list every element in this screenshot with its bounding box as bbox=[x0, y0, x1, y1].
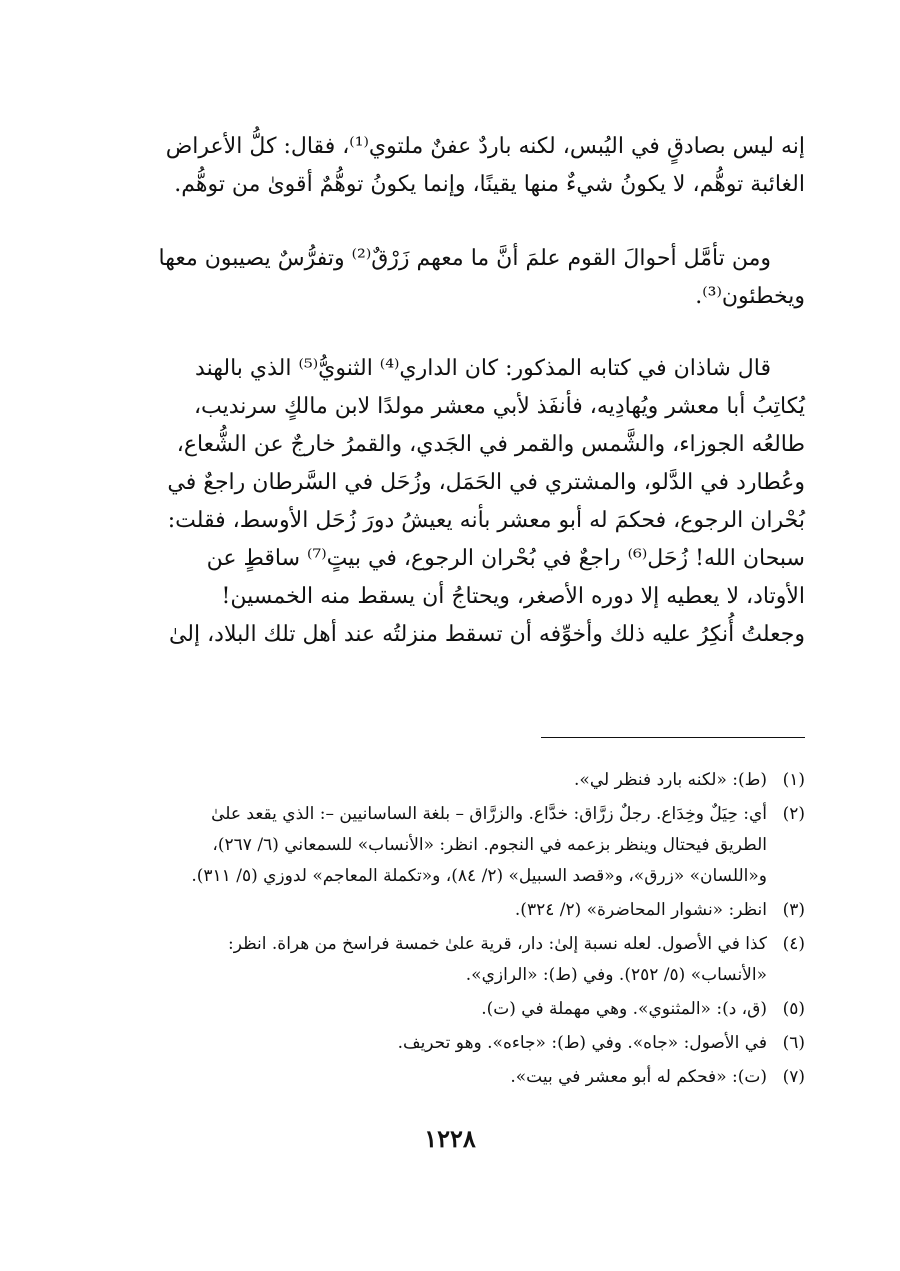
text-line: الأوتاد، لا يعطيه إلا دوره الأصغر، ويحتاجُ أن يسقط منه الخمسين! bbox=[221, 584, 805, 609]
paragraph-2 bbox=[125, 240, 805, 316]
footnote-1 bbox=[125, 765, 805, 796]
text-line: الغائبة توهُّم، لا يكونُ شيءٌ منها يقينًا، وإنما يكونُ توهُّمٌ أقوىٰ من توهُّم. bbox=[174, 172, 805, 197]
text-line: بُحْران الرجوع، فحكمَ له أبو معشر بأنه يعيشُ دورَ زُحَل الأوسط، فقلت: bbox=[167, 508, 805, 533]
text-line: ويخطئون⁽³⁾. bbox=[695, 284, 805, 309]
footnote-3 bbox=[125, 895, 805, 926]
footnote-text: (ط): «لكنه بارد فنظر لي». bbox=[574, 770, 767, 790]
footnotes bbox=[125, 765, 805, 1096]
paragraph-1 bbox=[125, 128, 805, 204]
footnote-2 bbox=[125, 799, 805, 892]
footnote-text: «الأنساب» (٥/ ٢٥٢). وفي (ط): «الرازي». bbox=[465, 965, 767, 985]
footnote-text: (ت): «فحكم له أبو معشر في بيت». bbox=[510, 1067, 767, 1087]
footnote-number: (٣) bbox=[782, 900, 805, 920]
footnote-number: (٥) bbox=[782, 999, 805, 1019]
text-line: طالعُه الجوزاء، والشَّمس والقمر في الجَدي، والقمرُ خارجٌ عن الشُّعاع، bbox=[176, 432, 805, 457]
footnote-number: (٤) bbox=[782, 934, 805, 954]
text-line: إنه ليس بصادقٍ في اليُبس، لكنه باردٌ عفنٌ ملتوي⁽¹⁾، فقال: كلُّ الأعراض bbox=[165, 134, 805, 159]
footnote-number: (٦) bbox=[782, 1033, 805, 1053]
page-number: ١٢٢٨ bbox=[424, 1124, 476, 1153]
footnote-text: أي: حِيَلٌ وخِدَاع. رجلٌ زرَّاق: خدَّاع. والزرَّاق – بلغة الساسانيين –: الذي يقعد علىٰ bbox=[211, 804, 767, 824]
footnote-text: انظر: «نشوار المحاضرة» (٢/ ٣٢٤). bbox=[514, 900, 767, 920]
footnote-separator bbox=[541, 737, 805, 738]
text-line: قال شاذان في كتابه المذكور: كان الداري⁽⁴⁾ الثنويُّ⁽⁵⁾ الذي بالهند bbox=[195, 356, 771, 381]
text-line: سبحان الله! زُحَل⁽⁶⁾ راجعٌ في بُحْران الرجوع، في بيتٍ⁽⁷⁾ ساقطٍ عن bbox=[206, 546, 805, 571]
footnote-5 bbox=[125, 994, 805, 1025]
paragraph-3 bbox=[125, 350, 805, 654]
text-line: ومن تأمَّل أحوالَ القوم علمَ أنَّ ما معهم زَرْقٌ⁽²⁾ وتفرُّسٌ يصيبون معها bbox=[158, 246, 771, 271]
footnote-text: و«اللسان» «زرق»، و«قصد السبيل» (٢/ ٨٤)، و«تكملة المعاجم» لدوزي (٥/ ٣١١). bbox=[191, 866, 767, 886]
footnote-6 bbox=[125, 1028, 805, 1059]
footnote-text: (ق، د): «المثنوي». وهي مهملة في (ت). bbox=[481, 999, 767, 1019]
footnote-number: (١) bbox=[782, 770, 805, 790]
text-line: يُكاتِبُ أبا معشر ويُهادِيه، فأنفَذ لأبي معشر مولدًا لابن مالكٍ سرنديب، bbox=[193, 394, 805, 419]
text-line: وعُطارد في الدَّلو، والمشتري في الحَمَل، وزُحَل في السَّرطان راجعٌ في bbox=[167, 470, 805, 495]
footnote-text: في الأصول: «جاه». وفي (ط): «جاءه». وهو تحريف. bbox=[397, 1033, 767, 1053]
footnote-4 bbox=[125, 929, 805, 991]
footnote-text: كذا في الأصول. لعله نسبة إلىٰ: دار، قرية علىٰ خمسة فراسخ من هراة. انظر: bbox=[227, 934, 767, 954]
footnote-7 bbox=[125, 1062, 805, 1093]
footnote-number: (٧) bbox=[782, 1067, 805, 1087]
footnote-number: (٢) bbox=[782, 804, 805, 824]
footnote-text: الطريق فيحتال وينظر بزعمه في النجوم. انظر: «الأنساب» للسمعاني (٦/ ٢٦٧)، bbox=[212, 835, 767, 855]
text-line: وجعلتُ أُنكِرُ عليه ذلك وأخوِّفه أن تسقط منزلتُه عند أهل تلك البلاد، إلىٰ bbox=[168, 622, 805, 647]
